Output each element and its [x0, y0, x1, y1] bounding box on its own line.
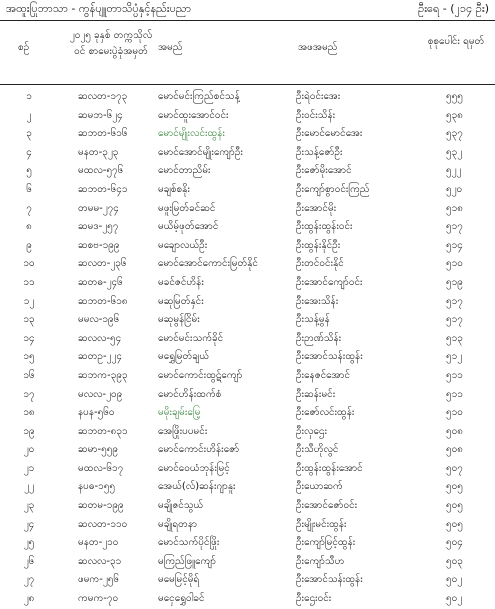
student-count: ဦးရေ - (၂၁၄ ဦး) [418, 2, 489, 15]
total-score: ၅၁၀ [446, 258, 463, 270]
row-number: ၈ [26, 221, 32, 233]
student-name: မောင်တာညိမ်း [158, 165, 211, 177]
roll-number: မလလ-၂၀၉ [78, 388, 123, 400]
student-name: မကြည်ဖြူကျော် [158, 555, 217, 567]
row-number: ၃ [26, 128, 32, 140]
row-number: ၁၄ [23, 332, 35, 344]
father-name: ဦးအောင်သန်းထွန်း [296, 574, 363, 586]
roll-number: ဆလလ-၅၄ [78, 332, 122, 344]
father-name: ဦးမောင်မောင်အေး [296, 128, 363, 140]
father-name: ဦးဇော်လင်းထွန်း [296, 407, 355, 419]
table-row [0, 107, 495, 126]
row-number: ၆ [26, 183, 32, 195]
student-name: မောင်မင်းကြည်စင်သန့် [158, 91, 240, 102]
total-score: ၅၁၈ [446, 202, 463, 214]
table-row [0, 181, 495, 200]
total-score: ၅၁၁ [446, 369, 463, 381]
father-name: ဦးထွန်းထွန်းဝင်း [296, 221, 353, 233]
results-table-body [0, 88, 495, 609]
roll-number: ဆဘတ-၈၃၁ [78, 425, 128, 437]
row-number: ၁၆ [23, 369, 35, 381]
father-name: ဦးကျော်သီဟ [296, 555, 345, 567]
row-number: ၁၃ [23, 314, 35, 326]
table-row [0, 88, 495, 107]
student-name: အေဖြိုးပပမင်း [158, 425, 208, 437]
row-number: ၂၂ [24, 481, 34, 493]
column-header-father: အဖအမည် [298, 42, 338, 53]
student-name: မောင်ကောင်းဟိန်းဇော် [158, 444, 240, 456]
table-row [0, 162, 495, 181]
table-row [0, 553, 495, 572]
total-score: ၅၀၅ [446, 500, 463, 512]
father-name: ဦးထွန်းထွန်းအောင် [296, 462, 363, 474]
roll-number: ဆလလ-၃၁ [78, 555, 122, 567]
roll-number: ဆလတ-၂၃၆ [78, 258, 127, 270]
father-name: ဦးသန့်မွန် [296, 314, 330, 326]
table-row [0, 423, 495, 442]
student-name: မောင်ဝေယံဘုန်းမြင့် [158, 462, 230, 474]
total-score: ၅၁၉ [446, 276, 463, 288]
column-header-roll: ၂၀၂၅ ခုနှစ် တက္ကသိုလ်ဝင် စာမေးပွဲခုံအမှတ် [69, 30, 153, 57]
row-number: ၂၇ [23, 574, 35, 586]
father-name: ဦးအောင်ဇော်ဝင်း [296, 500, 358, 512]
father-name: ဦးဇော်မိုးအောင် [296, 165, 352, 177]
row-number: ၁ [26, 91, 32, 102]
father-name: ဦးရဲဝင်းအေး [296, 91, 341, 102]
roll-number: မထလ-၅၇၆ [78, 165, 124, 177]
row-number: ၂၃ [23, 500, 35, 512]
total-score: ၅၁၀ [446, 407, 463, 419]
row-number: ၁၂ [23, 295, 35, 307]
roll-number: ဆလတ-၁၁၀ [78, 518, 128, 530]
student-name: အေယ်(လ်)ဆန်းဂျာနူး [158, 481, 236, 493]
student-name: မချစ်စနိုး [158, 183, 190, 195]
row-number: ၄ [26, 146, 32, 158]
row-number: ၇ [26, 202, 32, 214]
total-score: ၅၁၇ [446, 295, 463, 307]
father-name: ဦးဉာဏ်သိန်း [296, 332, 342, 344]
roll-number: မမလ-၁၉၆ [78, 314, 120, 326]
total-score: ၅၃၂ [446, 146, 463, 158]
student-name: မောင်ကောင်းထွဋ်ကျော် [158, 369, 243, 381]
row-number: ၂၈ [23, 593, 35, 605]
father-name: ဦးအေးသိန်း [296, 295, 339, 307]
total-score: ၅၂၂ [446, 165, 462, 177]
table-row [0, 330, 495, 349]
roll-number: ဖမက-၂၅၆ [78, 574, 119, 586]
total-score: ၅၀၂ [446, 593, 463, 605]
page-header [0, 0, 495, 21]
student-name: မချောလယ်ဦး [158, 239, 208, 251]
roll-number: ဆဘတ-၆၄၁ [78, 183, 128, 195]
student-name: မယိမ့်ဖုတ်အောင် [158, 221, 219, 233]
table-row [0, 348, 495, 367]
roll-number: ဆတဥ-၂၂၄ [78, 351, 123, 363]
row-number: ၁၉ [23, 425, 35, 437]
student-name: မောင်ဟိန်းထက်စံ [158, 388, 222, 400]
roll-number: ဆမဒ-၂၅၇ [78, 221, 119, 233]
roll-number: မထလ-၆၁၇ [78, 462, 124, 474]
father-name: ဦးဝင်းသိန်း [296, 109, 336, 121]
total-score: ၅၁၃ [446, 332, 463, 344]
table-row [0, 534, 495, 553]
student-name: မမိုးချမ်းမြေ့ [158, 407, 201, 419]
roll-number: နပန-၅၆၀ [78, 407, 115, 419]
student-name: မဆုမြတ်နှင်း [158, 295, 204, 307]
table-row [0, 386, 495, 405]
roll-number: ဆတဓ-၂၄၆ [78, 276, 123, 288]
column-header-no: စဉ် [18, 42, 30, 53]
roll-number: ဆတမ-၁၉၉ [78, 500, 124, 512]
student-name: မောင်အောင်မျိုးကျော်ဦး [158, 146, 243, 158]
father-name: ဦးလှဌေး [296, 425, 327, 437]
roll-number: မနတ-၃၂၃ [78, 146, 119, 158]
row-number: ၁၇ [23, 388, 35, 400]
student-name: မောင်ထူးအောင်ဝင်း [158, 109, 229, 121]
row-number: ၂ [26, 109, 32, 121]
table-row [0, 478, 495, 497]
student-name: မဖူးမြတ်ခင်ဆင် [158, 202, 216, 214]
table-row [0, 367, 495, 386]
table-row [0, 460, 495, 479]
father-name: ဦးကျော်မြင့်ထွန်း [296, 537, 356, 549]
total-score: ၅၅၅ [446, 91, 463, 102]
father-name: ဦးထွန်းနိုင်ဦး [296, 239, 341, 251]
total-score: ၅၁၇ [446, 221, 463, 233]
row-number: ၁၀ [23, 258, 35, 270]
father-name: ဦးမျိုးမင်းထွန်း [296, 518, 347, 530]
column-header-total: စုစုပေါင်း ရမှတ် [427, 36, 485, 47]
total-score: ၅၀၃ [446, 555, 463, 567]
roll-number: ဆမာ-၅၅၉ [78, 444, 118, 456]
total-score: ၅၃၈ [446, 109, 463, 121]
total-score: ၅၀၂ [446, 574, 463, 586]
roll-number: ဆဘတ-၆၁၆ [78, 128, 128, 140]
father-name: ဦးနေဇင်အောင် [296, 369, 351, 381]
roll-number: ဆမဘ-၆၂၄ [78, 109, 123, 121]
roll-number: ဆလတ-၁၇၃ [78, 91, 128, 102]
row-number: ၂၄ [23, 518, 35, 530]
row-number: ၂၅ [23, 537, 35, 549]
table-row [0, 590, 495, 609]
table-row [0, 218, 495, 237]
row-number: ၁၅ [23, 351, 35, 363]
father-name: ဦးအောင်မိုး [296, 202, 337, 214]
table-row [0, 293, 495, 312]
father-name: ဦးဌေးဝင်း [296, 593, 332, 605]
total-score: ၅၁၁ [446, 388, 463, 400]
table-row [0, 441, 495, 460]
total-score: ၅၁၇ [446, 314, 463, 326]
roll-number: နပဓ-၁၅၅ [78, 481, 115, 493]
father-name: ဦးသီဟိုလွင် [296, 444, 339, 456]
student-name: မခင်ဇင်ဟိန်း [158, 276, 204, 288]
total-score: ၅၀၈ [446, 425, 463, 437]
roll-number: ဆဘက-၃၉၃ [78, 369, 128, 381]
father-name: ဦးအောင်ကျော်ဝင်း [296, 276, 363, 288]
student-name: မောင်မျိုးလင်းထွန်း [158, 128, 225, 140]
student-name: မရွှေမြတ်ချယ် [158, 351, 210, 363]
table-row [0, 571, 495, 590]
total-score: ၅၁၂ [446, 351, 463, 363]
table-row [0, 125, 495, 144]
student-name: မချိုရတနာ [158, 518, 198, 530]
table-row [0, 144, 495, 163]
student-name: မောင်သက်ပိုင်ဖြိုး [158, 537, 220, 549]
table-row [0, 311, 495, 330]
father-name: ဦးကျော်စွာဝင်းကြည် [296, 183, 370, 195]
student-name: မမေမြင့်မိုရ် [158, 574, 200, 586]
total-score: ၅၀၅ [446, 518, 463, 530]
row-number: ၂၆ [23, 555, 35, 567]
student-name: မောင်အောင်ကောင်းမြတ်နိုင် [158, 258, 258, 270]
row-number: ၂၁ [23, 462, 35, 474]
table-row [0, 404, 495, 423]
roll-number: ကမက-၇၀ [78, 593, 119, 605]
row-number: ၅ [26, 165, 32, 177]
total-score: ၅၃၇ [446, 128, 463, 140]
student-name: မောင်မင်းသက်ခိုင် [158, 332, 224, 344]
roll-number: တမမ-၂၇၄ [78, 202, 119, 214]
table-header [0, 22, 495, 85]
father-name: ဦးဆန်းမင်း [296, 388, 336, 400]
row-number: ၁၈ [23, 407, 35, 419]
column-header-name: အမည် [158, 42, 183, 53]
roll-number: မနတ-၂၁၀ [78, 537, 119, 549]
father-name: ဦးအောင်သန်းထွန်း [296, 351, 363, 363]
total-score: ၅၂၀ [446, 183, 463, 195]
student-name: မငှေရွှေဝါခင် [158, 593, 205, 605]
total-score: ၅၁၄ [446, 239, 463, 251]
table-row [0, 200, 495, 219]
table-row [0, 255, 495, 274]
table-row [0, 274, 495, 293]
subject-title: အထူးပြုဘာသာ - ကွန်ပျူတာသိပ္ပံနှင့်နည်းပညာ [6, 2, 191, 15]
row-number: ၁၁ [23, 276, 35, 288]
father-name: ဦးသန့်ဇော်ဦး [296, 146, 343, 158]
total-score: ၅၀၅ [446, 481, 463, 493]
father-name: ဦးယောဆက် [296, 481, 343, 493]
student-name: မချိုဇင်သွယ် [158, 500, 204, 512]
table-row [0, 497, 495, 516]
total-score: ၅၀၈ [446, 444, 463, 456]
row-number: ၉ [26, 239, 32, 251]
roll-number: ဆစဗ-၁၉၉ [78, 239, 120, 251]
row-number: ၂၀ [23, 444, 35, 456]
total-score: ၅၀၇ [446, 462, 463, 474]
father-name: ဦးတင်ဝင်းနိုင် [296, 258, 344, 270]
roll-number: ဆဘတ-၆၁၈ [78, 295, 128, 307]
table-row [0, 516, 495, 535]
total-score: ၅၀၄ [446, 537, 463, 549]
student-name: မဆုမွန်ငြိမ်း [158, 314, 200, 326]
table-row [0, 237, 495, 256]
